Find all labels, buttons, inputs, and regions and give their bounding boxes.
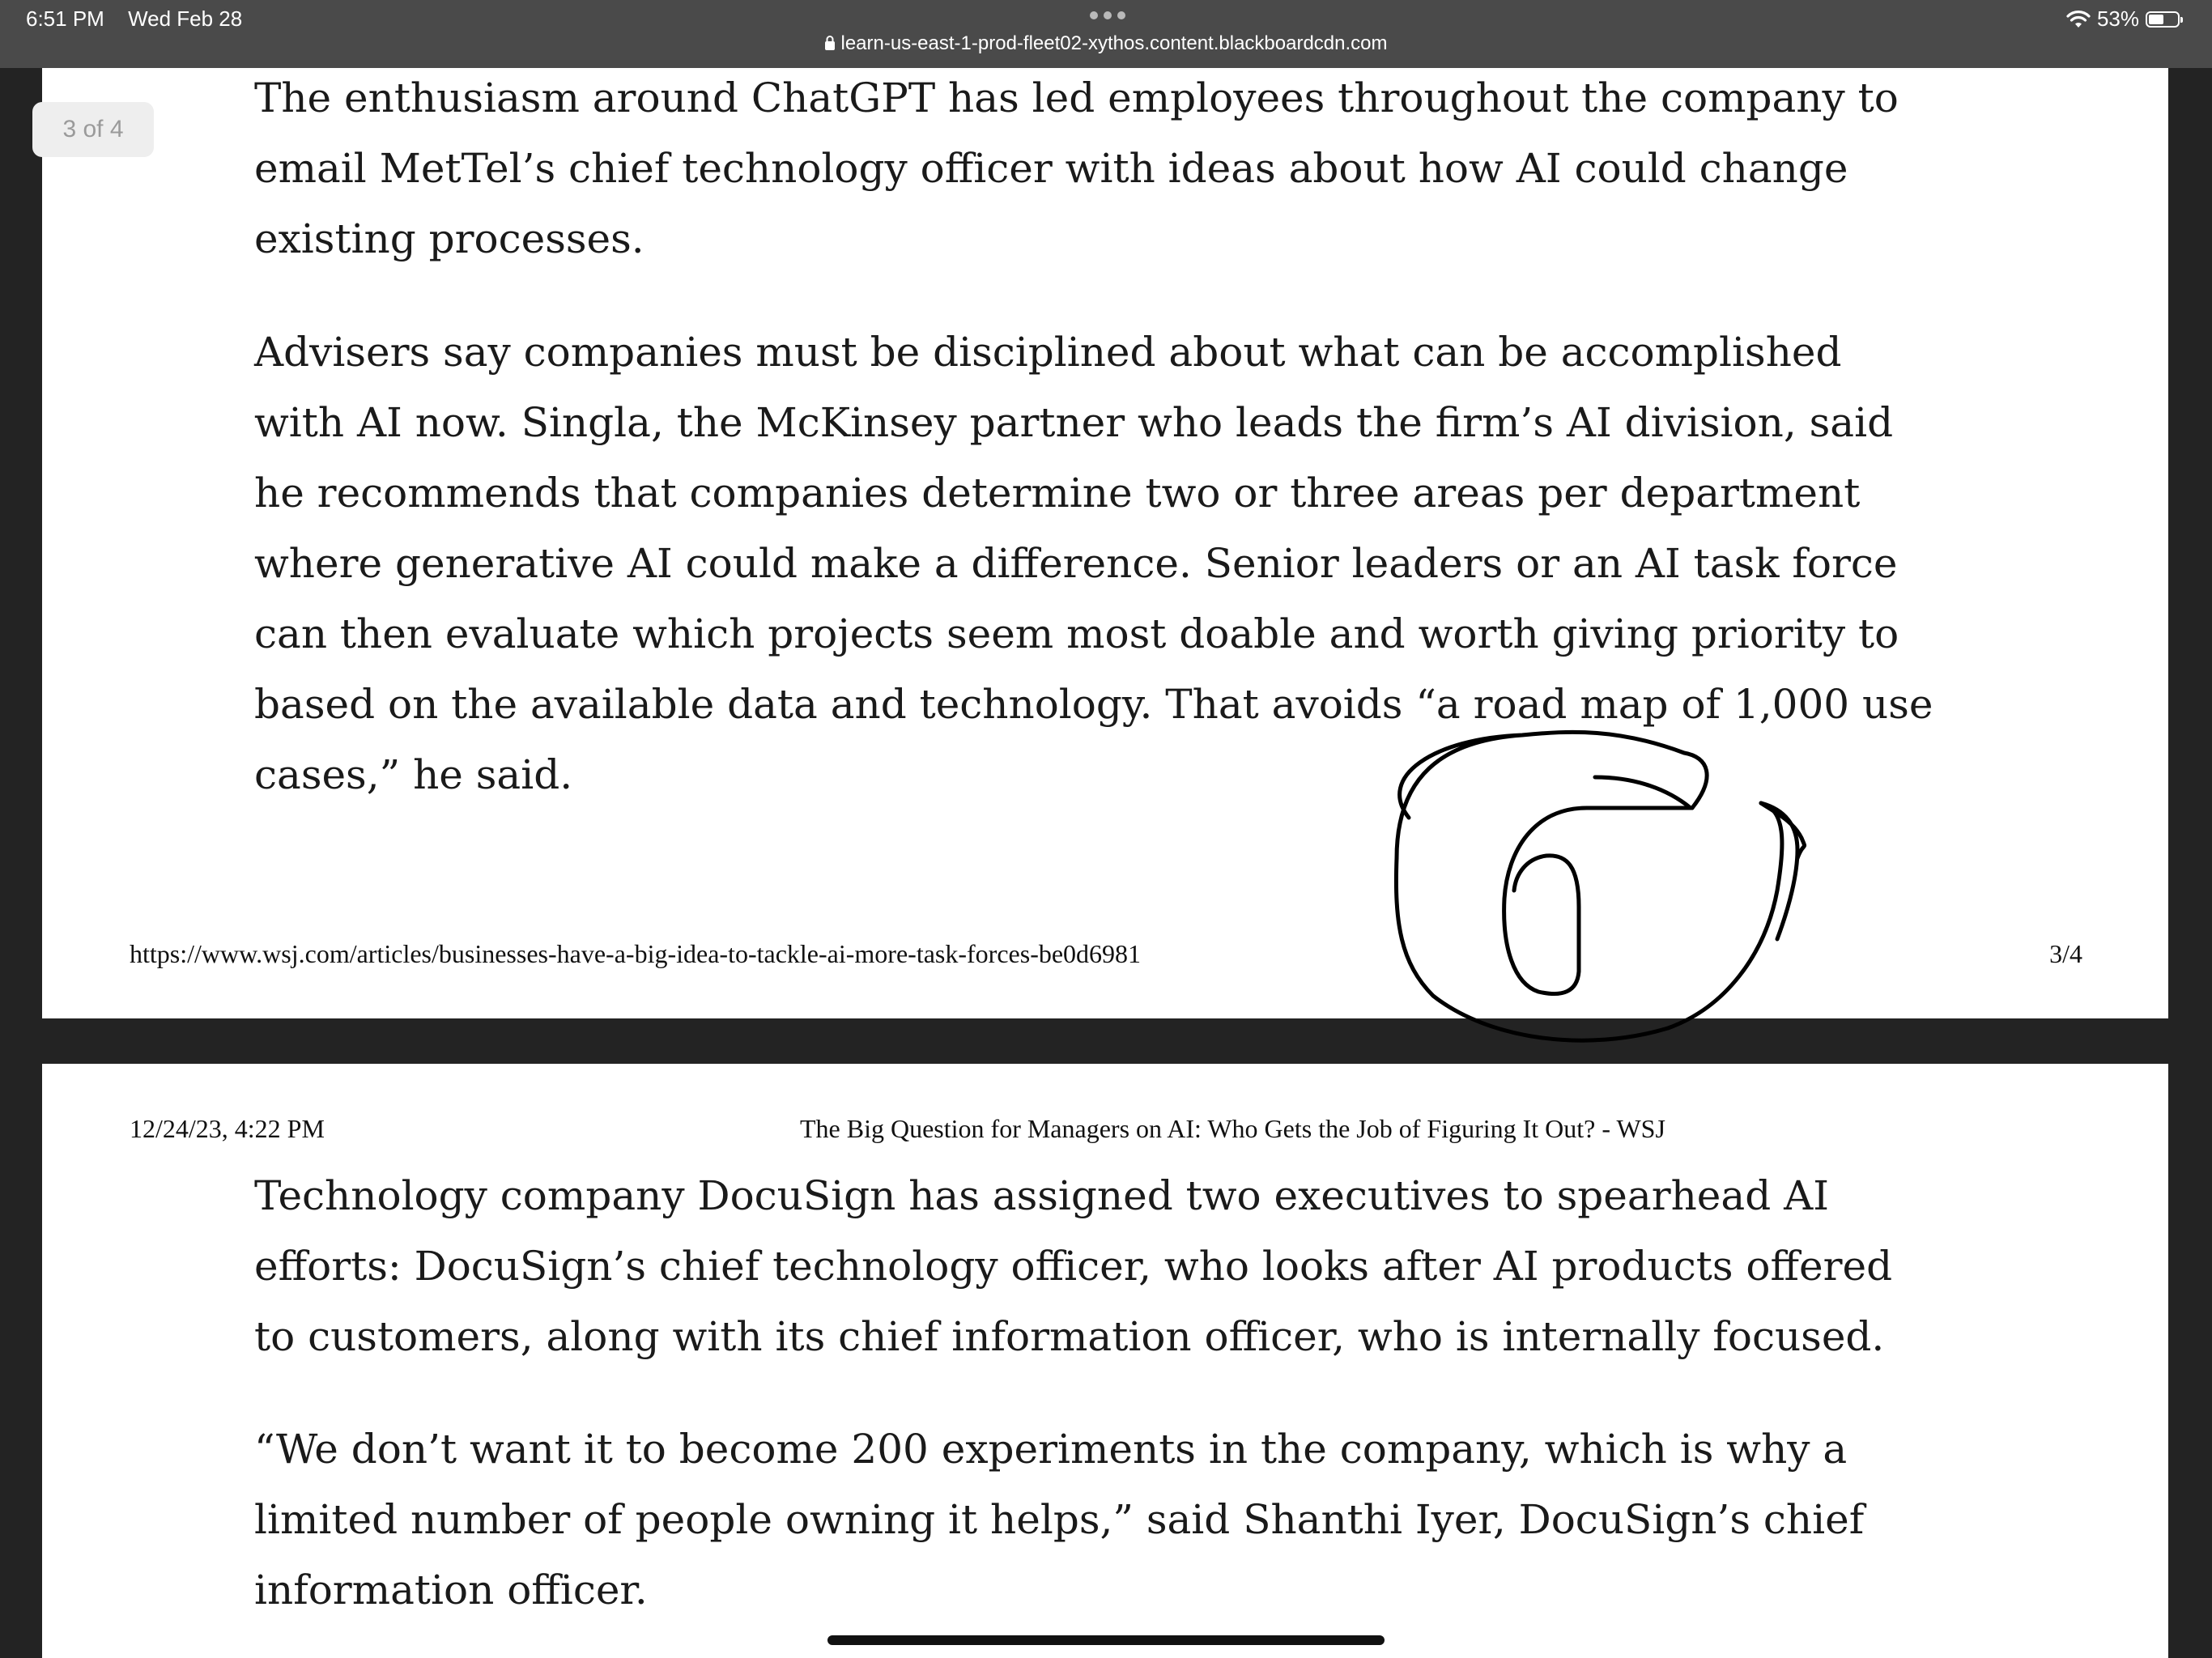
multitasking-dots-icon[interactable] [1090, 11, 1125, 19]
page4-header-date: 12/24/23, 4:22 PM [130, 1114, 325, 1143]
page3-paragraph-1 [254, 63, 1922, 274]
text-line: with AI now. Singla, the McKinsey partner who leads the firm’s AI division, said [254, 399, 1894, 446]
text-line: efforts: DocuSign’s chief technology officer, who looks after AI products offered [254, 1243, 1893, 1290]
battery-percentage: 53% [2096, 6, 2139, 31]
page3-footer-url: https://www.wsj.com/articles/businesses-have-a-big-idea-to-tackle-ai-more-task-forces-be0d6981 [130, 939, 1142, 968]
page-indicator-badge: 3 of 4 [32, 102, 154, 157]
text-line: where generative AI could make a difference. Senior leaders or an AI task force [254, 540, 1898, 587]
page4-header-title: The Big Question for Managers on AI: Who Gets the Job of Figuring It Out? - WSJ [800, 1114, 1665, 1143]
page3-footer-page-number: 3/4 [2049, 939, 2082, 968]
text-line: Advisers say companies must be disciplined about what can be accomplished [254, 329, 1842, 376]
text-line: existing processes. [254, 215, 644, 262]
text-line: email MetTel’s chief technology officer with ideas about how AI could change [254, 145, 1848, 192]
status-bar [0, 0, 2212, 68]
text-line: based on the available data and technology. That avoids “a road map of 1,000 use [254, 681, 1933, 728]
status-indicators [2066, 6, 2180, 32]
status-date: Wed Feb 28 [128, 6, 243, 31]
lock-icon [824, 35, 836, 51]
url-domain: learn-us-east-1-prod-fleet02-xythos.content.blackboardcdn.com [840, 32, 1388, 54]
text-line: to customers, along with its chief information officer, who is internally focused. [254, 1313, 1885, 1360]
page4-paragraph-1 [254, 1161, 1922, 1372]
text-line: “We don’t want it to become 200 experiments in the company, which is why a [254, 1426, 1848, 1473]
status-time: 6:51 PM [26, 6, 104, 31]
text-line: can then evaluate which projects seem most doable and worth giving priority to [254, 610, 1899, 657]
status-clock [26, 6, 260, 32]
page4-paragraph-2 [254, 1414, 1922, 1626]
wifi-icon [2066, 11, 2091, 28]
battery-icon [2146, 11, 2180, 28]
text-line: cases,” he said. [254, 751, 573, 798]
text-line: limited number of people owning it helps,” said Shanthi Iyer, DocuSign’s chief [254, 1496, 1865, 1543]
text-line: he recommends that companies determine two or three areas per department [254, 470, 1861, 517]
text-line: The enthusiasm around ChatGPT has led employees throughout the company to [254, 74, 1899, 121]
text-line: information officer. [254, 1567, 648, 1613]
url-bar[interactable] [0, 32, 2212, 55]
page3-paragraph-2 [254, 317, 1933, 810]
home-indicator[interactable] [827, 1635, 1385, 1645]
text-line: Technology company DocuSign has assigned two executives to spearhead AI [254, 1172, 1829, 1219]
